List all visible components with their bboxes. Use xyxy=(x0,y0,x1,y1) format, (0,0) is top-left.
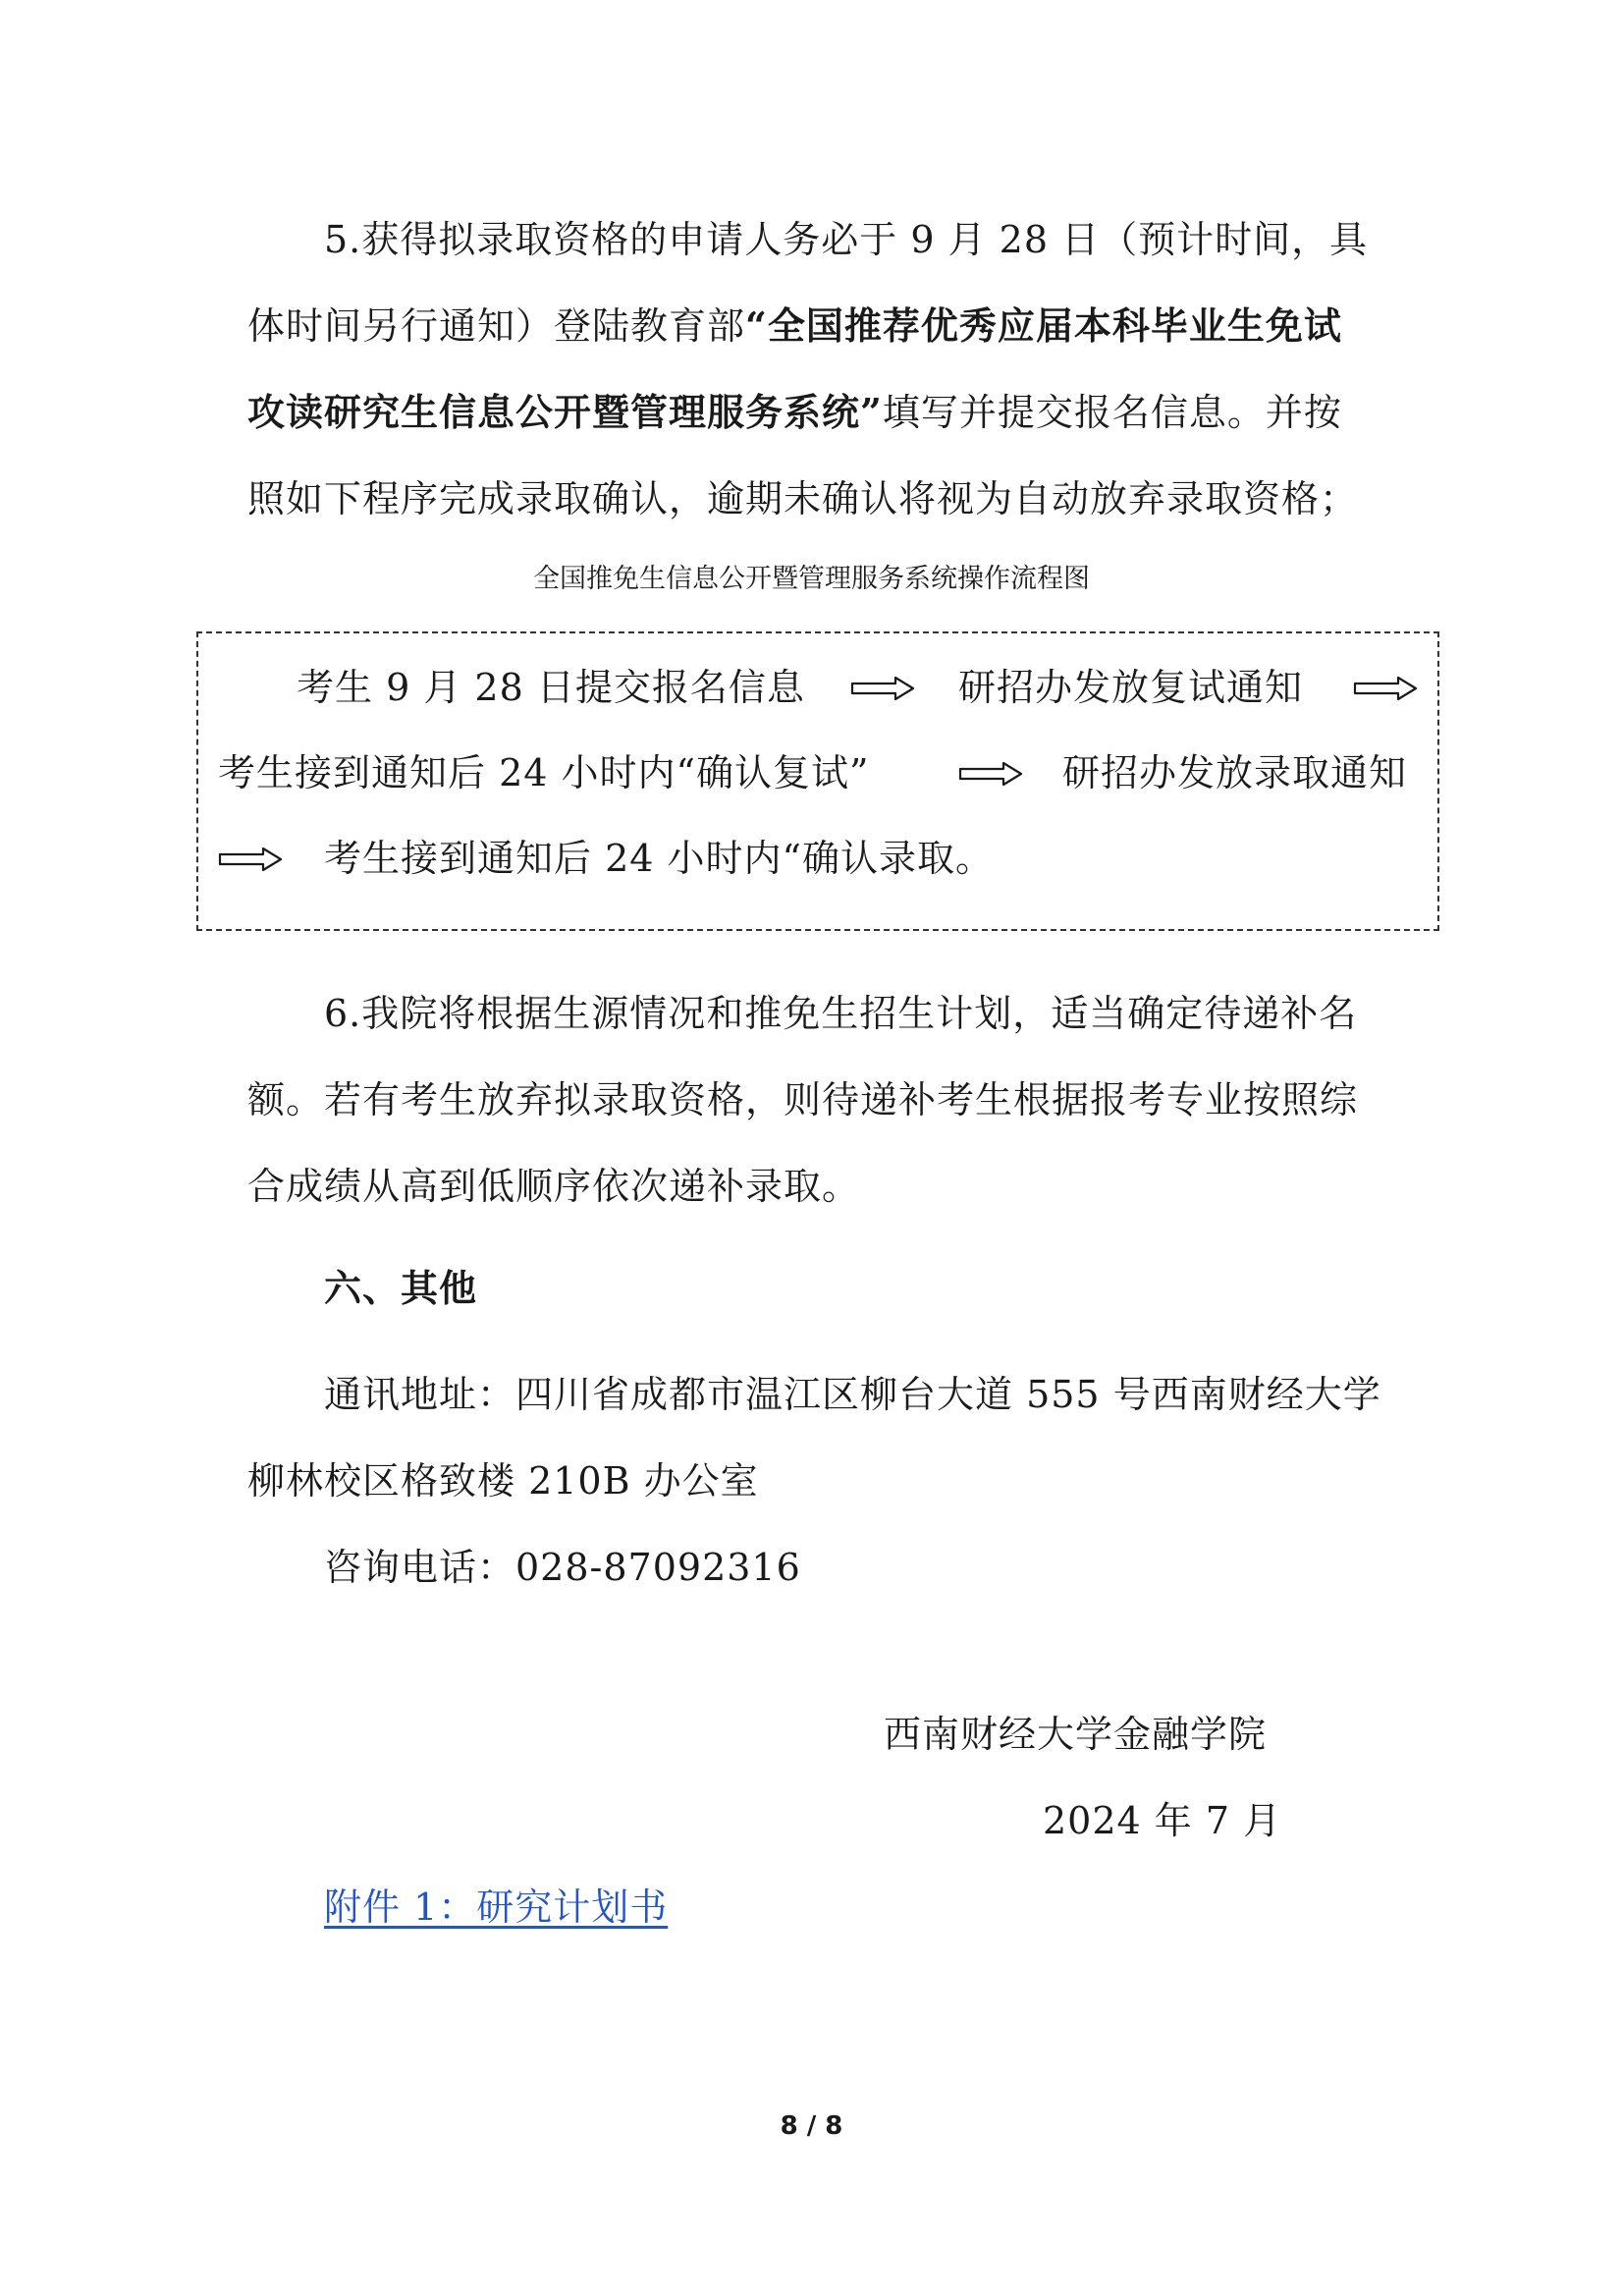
para5-line4: 照如下程序完成录取确认，逾期未确认将视为自动放弃录取资格； xyxy=(247,477,1359,520)
flowchart-caption: 全国推免生信息公开暨管理服务系统操作流程图 xyxy=(533,564,1090,594)
flow-step-admission-notice: 研招办发放录取通知 xyxy=(1062,751,1408,794)
right-arrow-icon xyxy=(1353,676,1418,701)
flow-step-confirm-admission: 考生接到通知后 24 小时内“确认录取。 xyxy=(324,837,994,880)
section-heading-other: 六、其他 xyxy=(324,1266,478,1310)
address-line2: 柳林校区格致楼 210B 办公室 xyxy=(247,1459,759,1503)
para5-line1: 5.获得拟录取资格的申请人务必于 9 月 28 日（预计时间，具 xyxy=(324,218,1369,261)
signature-org: 西南财经大学金融学院 xyxy=(884,1713,1268,1756)
system-name-part1: “全国推荐优秀应届本科毕业生免试 xyxy=(745,303,1342,348)
flow-step-submit: 考生 9 月 28 日提交报名信息 xyxy=(297,666,805,709)
para5-line3 xyxy=(247,389,1342,436)
phone-line: 咨询电话：028-87092316 xyxy=(324,1546,801,1589)
right-arrow-icon xyxy=(958,761,1023,787)
para6-line2: 额。若有考生放弃拟录取资格，则待递补考生根据报考专业按照综 xyxy=(247,1078,1359,1121)
system-name-part2: 攻读研究生信息公开暨管理服务系统” xyxy=(247,390,883,434)
right-arrow-icon xyxy=(850,676,915,701)
para5-line3-post: 填写并提交报名信息。并按 xyxy=(882,391,1342,434)
right-arrow-icon xyxy=(218,847,283,872)
address-line1: 通讯地址：四川省成都市温江区柳台大道 555 号西南财经大学 xyxy=(324,1373,1381,1416)
flow-step-retest-notice: 研招办发放复试通知 xyxy=(958,666,1304,709)
page-number: 8 / 8 xyxy=(780,2111,843,2141)
attachment-link[interactable]: 附件 1：研究计划书 xyxy=(324,1886,669,1929)
para5-line2 xyxy=(247,302,1342,350)
para6-line1: 6.我院将根据生源情况和推免生招生计划，适当确定待递补名 xyxy=(324,992,1358,1035)
flow-step-confirm-retest: 考生接到通知后 24 小时内“确认复试” xyxy=(218,751,870,794)
para6-line3: 合成绩从高到低顺序依次递补录取。 xyxy=(247,1165,861,1208)
para5-line2-pre: 体时间另行通知）登陆教育部 xyxy=(247,304,746,348)
signature-date: 2024 年 7 月 xyxy=(1043,1799,1282,1842)
